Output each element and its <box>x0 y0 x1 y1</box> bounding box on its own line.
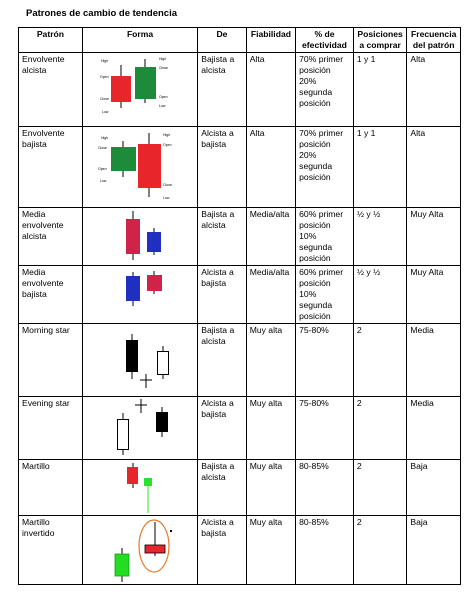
svg-text:Low: Low <box>162 196 170 200</box>
svg-text:Close: Close <box>162 183 172 187</box>
header-posiciones: Posiciones a comprar <box>353 28 407 53</box>
red-candle <box>127 467 138 484</box>
cell-fiabilidad: Muy alta <box>246 460 295 516</box>
svg-text:Close: Close <box>97 146 107 150</box>
cell-patron: Morning star <box>19 324 83 397</box>
cell-de: Bajista a alcista <box>198 208 246 266</box>
cell-efectividad: 75-80% <box>296 397 354 460</box>
red-candle <box>111 76 131 102</box>
cell-efectividad: 70% primer posición 20% segunda posición <box>296 53 354 127</box>
cell-forma <box>82 266 197 324</box>
svg-text:High: High <box>100 136 109 140</box>
cell-patron: Envolvente bajista <box>19 127 83 208</box>
cell-efectividad: 70% primer posición 20% segunda posición <box>296 127 354 208</box>
cell-posiciones: 2 <box>353 516 407 585</box>
cell-posiciones: 1 y 1 <box>353 53 407 127</box>
cell-de: Bajista a alcista <box>198 53 246 127</box>
inverted-hammer-figure <box>83 516 195 584</box>
table-row <box>19 208 461 266</box>
cell-de: Bajista a alcista <box>198 324 246 397</box>
cell-efectividad: 60% primer posición 10% segunda posición <box>296 208 354 266</box>
header-patron: Patrón <box>19 28 83 53</box>
red-candle <box>145 545 165 553</box>
cell-patron: Martillo invertido <box>19 516 83 585</box>
cell-de: Alcista a bajista <box>198 266 246 324</box>
green-candle <box>144 478 152 486</box>
cell-de: Alcista a bajista <box>198 397 246 460</box>
blue-candle <box>147 232 161 252</box>
blue-candle <box>126 276 140 301</box>
cell-forma <box>82 516 197 585</box>
table-row <box>19 324 461 397</box>
cell-posiciones: ½ y ½ <box>353 208 407 266</box>
svg-text:Low: Low <box>158 104 166 108</box>
bearish-engulfing-figure <box>83 127 195 207</box>
cell-de: Alcista a bajista <box>198 516 246 585</box>
svg-text:Low: Low <box>101 110 109 114</box>
header-de: De <box>198 28 246 53</box>
cell-fiabilidad: Media/alta <box>246 208 295 266</box>
header-frecuencia: Frecuencia del patrón <box>407 28 461 53</box>
header-forma: Forma <box>82 28 197 53</box>
green-candle <box>135 67 156 99</box>
dot <box>170 530 172 532</box>
page-title: Patrones de cambio de tendencia <box>26 8 177 19</box>
crimson-candle <box>126 219 140 254</box>
svg-text:High: High <box>100 59 109 63</box>
cell-forma <box>82 127 197 208</box>
cell-forma <box>82 324 197 397</box>
morning-star-figure <box>83 324 195 396</box>
red-candle <box>138 144 161 188</box>
white-candle <box>157 352 168 375</box>
table-row <box>19 516 461 585</box>
cell-fiabilidad: Alta <box>246 127 295 208</box>
hammer-figure <box>83 460 195 515</box>
cell-fiabilidad: Muy alta <box>246 397 295 460</box>
svg-text:Open: Open <box>97 167 107 171</box>
svg-text:Open: Open <box>162 143 172 147</box>
svg-text:Close: Close <box>99 97 109 101</box>
cell-forma <box>82 53 197 127</box>
cell-forma <box>82 208 197 266</box>
green-candle <box>115 554 129 576</box>
header-row <box>19 28 461 53</box>
black-candle <box>156 412 168 432</box>
table-row <box>19 127 461 208</box>
cell-patron: Envolvente alcista <box>19 53 83 127</box>
half-bearish-engulfing-figure <box>83 266 195 323</box>
header-efectividad: % de efectividad <box>296 28 354 53</box>
cell-patron: Media envolvente bajista <box>19 266 83 324</box>
svg-text:Close: Close <box>158 66 168 70</box>
cell-posiciones: 2 <box>353 397 407 460</box>
cell-de: Alcista a bajista <box>198 127 246 208</box>
cell-efectividad: 80-85% <box>296 516 354 585</box>
cell-posiciones: ½ y ½ <box>353 266 407 324</box>
cell-frecuencia: Alta <box>407 53 461 127</box>
cell-fiabilidad: Muy alta <box>246 516 295 585</box>
table-row <box>19 53 461 127</box>
cell-patron: Evening star <box>19 397 83 460</box>
bullish-engulfing-figure <box>83 53 195 126</box>
table-row <box>19 266 461 324</box>
white-candle <box>117 420 128 450</box>
cell-frecuencia: Baja <box>407 516 461 585</box>
crimson-candle <box>147 275 162 291</box>
cell-posiciones: 2 <box>353 324 407 397</box>
header-fiabilidad: Fiabilidad <box>246 28 295 53</box>
svg-text:High: High <box>158 57 167 61</box>
cell-frecuencia: Media <box>407 397 461 460</box>
cell-posiciones: 1 y 1 <box>353 127 407 208</box>
cell-fiabilidad: Alta <box>246 53 295 127</box>
cell-frecuencia: Alta <box>407 127 461 208</box>
cell-frecuencia: Baja <box>407 460 461 516</box>
cell-forma <box>82 460 197 516</box>
cell-efectividad: 75-80% <box>296 324 354 397</box>
cell-fiabilidad: Media/alta <box>246 266 295 324</box>
svg-text:Open: Open <box>99 75 109 79</box>
green-candle <box>111 147 136 171</box>
cell-frecuencia: Media <box>407 324 461 397</box>
svg-text:Low: Low <box>99 179 107 183</box>
cell-frecuencia: Muy Alta <box>407 266 461 324</box>
cell-posiciones: 2 <box>353 460 407 516</box>
half-bullish-engulfing-figure <box>83 208 195 263</box>
cell-forma <box>82 397 197 460</box>
evening-star-figure <box>83 397 195 459</box>
cell-de: Bajista a alcista <box>198 460 246 516</box>
cell-efectividad: 80-85% <box>296 460 354 516</box>
cell-fiabilidad: Muy alta <box>246 324 295 397</box>
cell-patron: Media envolvente alcista <box>19 208 83 266</box>
cell-efectividad: 60% primer posición 10% segunda posición <box>296 266 354 324</box>
svg-text:High: High <box>162 133 171 137</box>
patterns-table <box>18 27 461 585</box>
cell-frecuencia: Muy Alta <box>407 208 461 266</box>
table-row <box>19 397 461 460</box>
svg-text:Open: Open <box>158 95 168 99</box>
cell-patron: Martillo <box>19 460 83 516</box>
table-row <box>19 460 461 516</box>
black-candle <box>126 340 138 372</box>
